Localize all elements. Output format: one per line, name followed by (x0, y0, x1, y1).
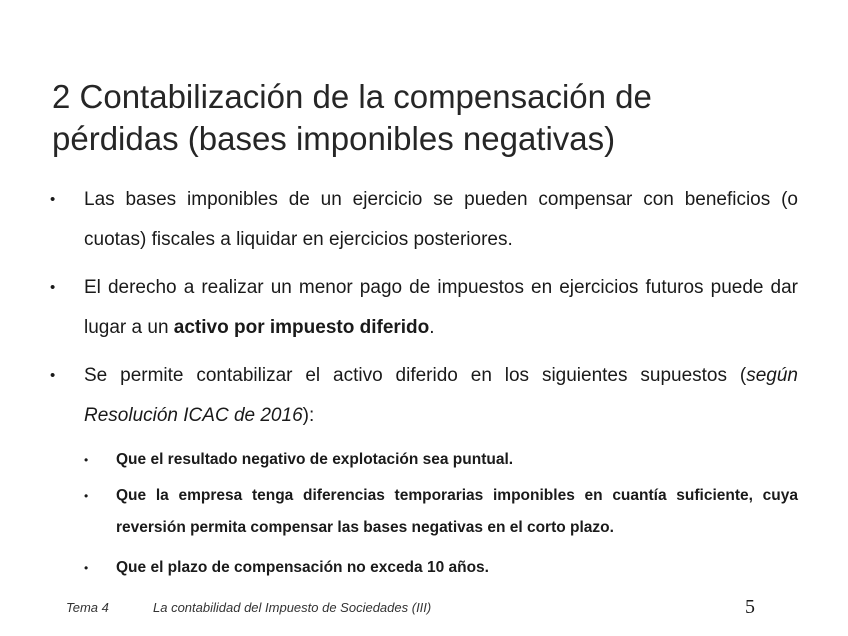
footer-topic: Tema 4 (66, 600, 109, 615)
page-number: 5 (745, 596, 755, 618)
bullet-marker: • (50, 191, 56, 208)
italic-reference: según Resolución ICAC de 2016 (84, 365, 798, 426)
bullet-text-part: Se permite contabilizar el activo diferido en los siguientes supuestos ( (84, 365, 747, 386)
bullet-text (84, 365, 798, 426)
slide-title (52, 76, 812, 160)
sub-bullet-text: Que la empresa tenga diferencias temporarias imponibles en cuantía suficiente, cuya reversión permita compensar las bases negativas en el corto plazo. (116, 487, 798, 536)
bullet-list (48, 180, 798, 588)
bullet-text-part: ): (302, 405, 315, 426)
bullet-text: Las bases imponibles de un ejercicio se pueden compensar con beneficios (o cuotas) fiscales a liquidar en ejercicios posteriores. (84, 189, 798, 250)
sub-bullet-text: Que el plazo de compensación no exceda 10 años. (116, 559, 489, 576)
sub-bullet-item-1 (48, 444, 798, 480)
sub-bullet-marker: • (84, 489, 89, 503)
bold-term: activo por impuesto diferido (173, 317, 430, 338)
bullet-text (84, 277, 798, 338)
slide-title-line-1: 2 Contabilización de la compensación de (52, 78, 652, 115)
bullet-text-part: . (429, 317, 435, 338)
sub-bullet-item-3 (48, 552, 798, 588)
sub-bullet-item-2 (48, 480, 798, 552)
bullet-item-3 (48, 356, 798, 444)
footer-course: La contabilidad del Impuesto de Sociedades (III) (153, 600, 432, 615)
sub-bullet-marker: • (84, 453, 89, 467)
sub-bullet-text: Que el resultado negativo de explotación sea puntual. (116, 451, 514, 468)
bullet-marker: • (50, 367, 56, 384)
sub-bullet-marker: • (84, 561, 89, 575)
bullet-item-1 (48, 180, 798, 268)
bullet-item-2 (48, 268, 798, 356)
bullet-text-part: El derecho a realizar un menor pago de impuestos en ejercicios futuros puede dar lugar a un (84, 277, 798, 338)
slide-title-line-2: pérdidas (bases imponibles negativas) (52, 120, 616, 157)
bullet-marker: • (50, 279, 56, 296)
